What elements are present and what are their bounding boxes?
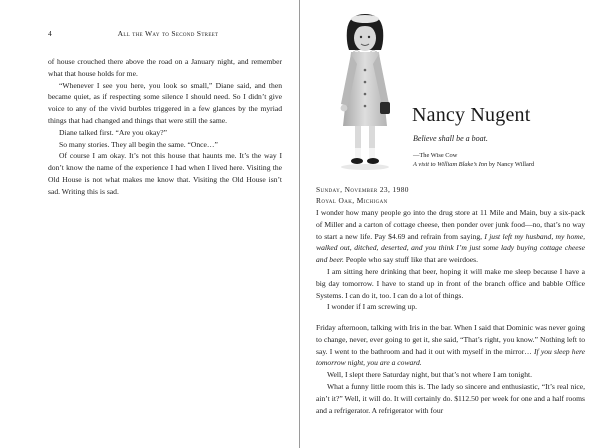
page-number: 4 xyxy=(48,29,53,38)
left-paragraph: “Whenever I see you here, you look so small,” Diane said, and then became quiet, as if respecting some silence I should need. So I didn’t give voice to any of the vivid burbles triggered in a few glances by the myriad things that had changed and things that were still the same. xyxy=(48,80,282,125)
left-paragraph: of house crouched there above the road on a January night, and remember what that house holds for me. xyxy=(48,57,282,78)
right-paragraph xyxy=(316,322,585,369)
paragraph-italic: If you sleep here tomorrow night, you are a coward. xyxy=(316,346,585,368)
chapter-title: Nancy Nugent xyxy=(412,104,531,126)
left-body-text xyxy=(48,56,282,198)
left-page xyxy=(0,0,299,448)
epigraph-source-line1: —The Wise Cow xyxy=(413,152,458,159)
epigraph-source-line2 xyxy=(413,160,593,169)
entry-date: Sunday, November 23, 1980 xyxy=(316,185,409,194)
paragraph-text: People who say stuff like that are weirdoes. xyxy=(343,255,479,265)
epigraph-book-title: A visit to William Blake’s Inn xyxy=(413,161,488,169)
right-body-text-1 xyxy=(316,207,585,313)
paragraph-text: I wonder how many people go into the drug store at 11 Mile and Main, buy a six-pack of Miller and a carton of cottage cheese, then ponder over junk food—no, that’s no way to start a new life. Pay $4.69 and refrain from saying, xyxy=(316,208,585,241)
right-body-text-2 xyxy=(316,322,585,416)
right-paragraph: Well, I slept there Saturday night, but that’s not where I am tonight. xyxy=(327,370,533,380)
right-paragraph: I am sitting here drinking that beer, hoping it will make me sleep because I have a big day tomorrow. I have to stand up in front of the branch office and babble Office Systems. I can do it, too. I can do a lot of things. xyxy=(316,266,585,300)
right-page xyxy=(300,0,600,448)
left-paragraph: Of course I am okay. It’s not this house that haunts me. It’s the way I don’t know the name of the experience I had when I lived here. Visiting the Old House is not what makes me know that. Visiting the Old House isn’t sad. Writing this is sad. xyxy=(48,151,282,196)
entry-place: Royal Oak, Michigan xyxy=(316,196,388,206)
girl-photo xyxy=(327,8,405,174)
right-paragraph: I wonder if I am screwing up. xyxy=(327,302,418,312)
running-head-title: All the Way to Second Street xyxy=(117,29,219,38)
left-paragraph: So many stories. They all begin the same. “Once…” xyxy=(59,139,218,149)
epigraph-author: by Nancy Willard xyxy=(487,161,535,169)
right-paragraph: What a funny little room this is. The lady so sincere and enthusiastic, “It’s real nice, ain’t it?” Well, it will do. It will certainly do. $112.50 per week for one and a half rooms and a refrigerator. A refrigerator with four xyxy=(316,381,585,415)
diary-entry-header xyxy=(316,184,409,206)
paragraph-italic: I just left my husband, my home, walked out, ditched, deserted, and you think I’m just some lady buying cottage cheese and beer. xyxy=(316,231,585,265)
paragraph-text: Friday afternoon, talking with Iris in the bar. When I said that Dominic was never going to change, never, ever going to get it, she said, “That’s right, you know.” Nothing left to say. I went to the bathroom and had it out with myself in the mirror… xyxy=(316,323,585,356)
right-paragraph xyxy=(316,207,585,266)
epigraph-source xyxy=(413,151,593,170)
epigraph-quote: Believe shall be a boat. xyxy=(413,134,488,143)
left-paragraph: Diane talked first. “Are you okay?” xyxy=(59,127,167,137)
